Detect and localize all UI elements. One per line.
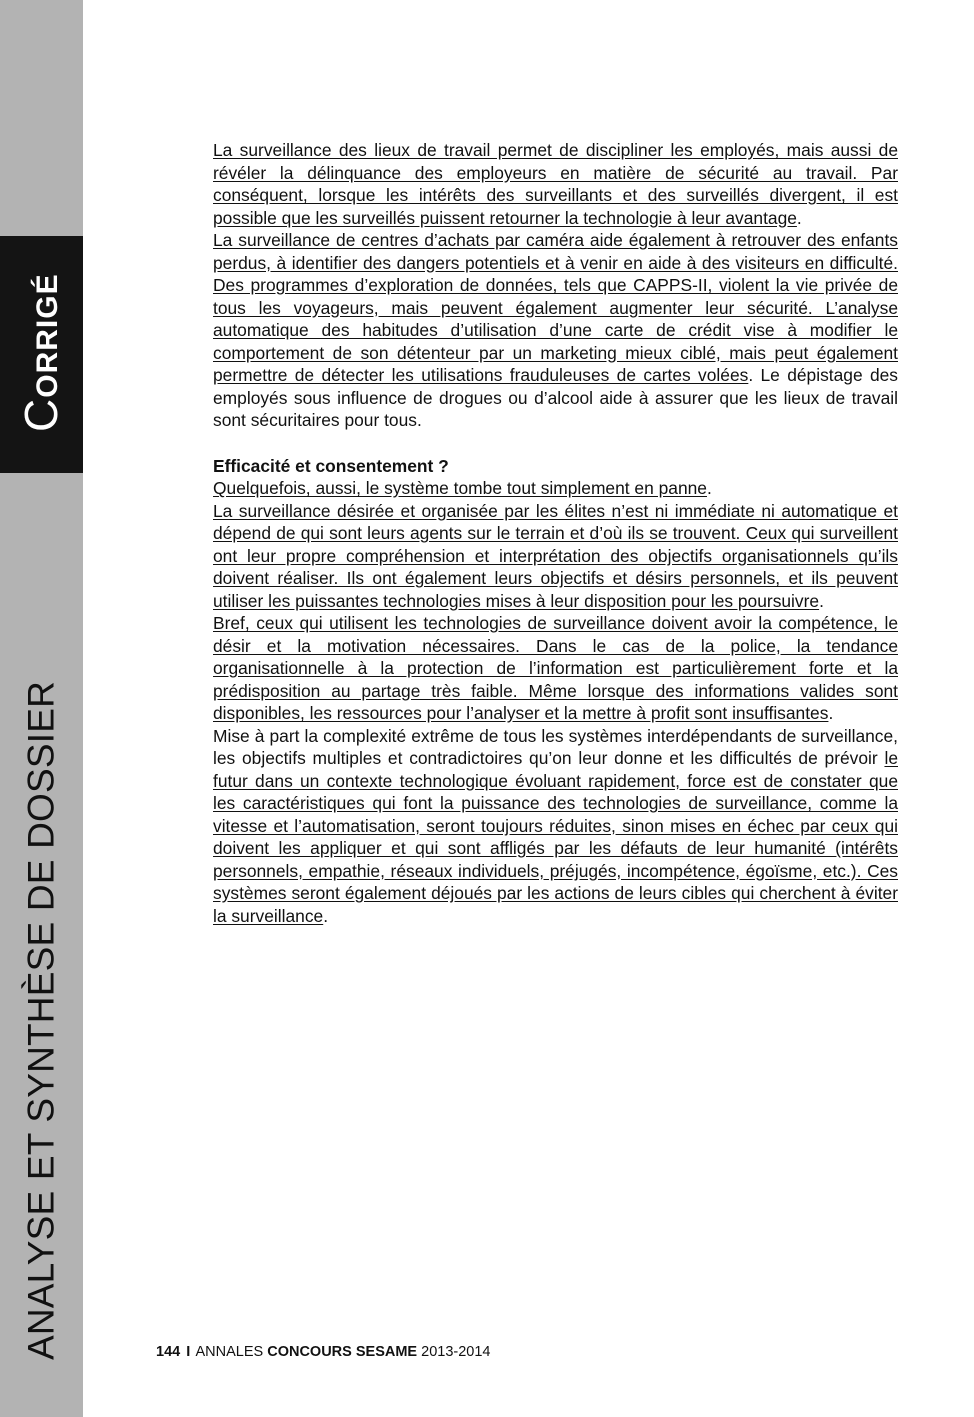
- underlined-text: Bref, ceux qui utilisent les technologies de surveillance doivent avoir la compétence, le désir et la motivation nécessaires. Dans le cas de la police, la tendance organisationnelle à la protection de l’information est particulièrement forte et la prédisposition au partage très faible. Même lorsque des informations valides sont disponibles, les ressources pour l’analyser et la mettre à profit sont insuffisantes: [213, 613, 898, 723]
- footer-brand: CONCOURS SESAME: [267, 1344, 418, 1360]
- underlined-text: La surveillance des lieux de travail permet de discipliner les employés, mais aussi de révéler la délinquance des employeurs en matière de sécurité au travail. Par conséquent, lorsque les intérêts des surveillants et des surveillés divergent, il est possible que les surveillés puissent retourner la technologie à leur avantage: [213, 140, 898, 228]
- corrige-label: [15, 273, 67, 432]
- paragraph: [213, 229, 898, 432]
- footer-separator: I: [186, 1344, 191, 1360]
- underlined-text: La surveillance de centres d’achats par caméra aide également à retrouver des enfants perdus, à identifier des dangers potentiels et à venir en aide à des visiteurs en difficulté. Des programmes d’exploration de données, tels que CAPPS-II, violent la vie privée de tous les voyageurs, mais peuvent également augmenter leur sécurité. L’analyse automatique des habitudes d’utilisation d’une carte de crédit vise à modifier le comportement de son détenteur par un marketing mieux ciblé, mais peut également permettre de détecter les utilisations frauduleuses de cartes volées: [213, 230, 898, 385]
- paragraph: [213, 612, 898, 725]
- underlined-text: La surveillance désirée et organisée par les élites n’est ni immédiate ni automatique et dépend de qui sont leurs agents sur le terrain et d’où ils se trouvent. Ceux qui surveillent ont leur propre compréhension et interprétation des objectifs organisationnels qu’ils doivent réaliser. Ils ont également leurs objectifs et désirs personnels, et ils peuvent utiliser les puissantes technologies mises à leur disposition pour les poursuivre: [213, 500, 898, 611]
- footer-label: ANNALES: [195, 1344, 264, 1360]
- section-heading: Efficacité et consentement ?: [213, 455, 449, 476]
- page-footer: [156, 1344, 490, 1360]
- text-run: . Le dépistage des employés sous influence de drogues ou d’alcool aide à assurer que les lieux de travail sont sécuritaires pour tous.: [213, 365, 898, 430]
- text-run: .: [706, 478, 712, 498]
- section-title: ANALYSE ET SYNTHÈSE DE DOSSIER: [20, 680, 62, 1360]
- paragraph: [213, 139, 898, 229]
- page-number: 144: [156, 1344, 181, 1360]
- underlined-text: le futur dans un contexte technologique évoluant rapidement, force est de constater que les caractéristiques qui font la puissance des technologies de surveillance, comme la vitesse et l’automatisation, seront toujours réduites, sinon mises en échec par ceux qui doivent les appliquer et qui sont affligés par les défauts de leur humanité (intérêts personnels, empathie, réseaux individuels, préjugés, incompétence, égoïsme, etc.). Ces systèmes seront également déjoués par les actions de leurs cibles qui cherchent à éviter la surveillance: [213, 748, 898, 926]
- text-run: .: [323, 905, 329, 926]
- corrige-initial: C: [15, 397, 67, 432]
- document-body: [213, 139, 898, 927]
- footer-years: 2013-2014: [421, 1344, 491, 1360]
- paragraph: [213, 500, 898, 613]
- sidebar: [0, 0, 83, 1417]
- text-run: Mise à part la complexité extrême de tous les systèmes interdépendants de surveillance, les objectifs multiples et contradictoires qu’on leur donne et les difficultés de prévoir: [213, 725, 898, 768]
- paragraph: [213, 477, 898, 500]
- text-run: .: [796, 207, 802, 228]
- corrige-rest: ORRIGÉ: [31, 273, 64, 398]
- underlined-text: Quelquefois, aussi, le système tombe tout simplement en panne: [213, 478, 707, 498]
- paragraph: [213, 725, 898, 928]
- text-run: .: [828, 703, 834, 723]
- text-run: .: [819, 590, 824, 611]
- paragraph-gap: [213, 432, 898, 455]
